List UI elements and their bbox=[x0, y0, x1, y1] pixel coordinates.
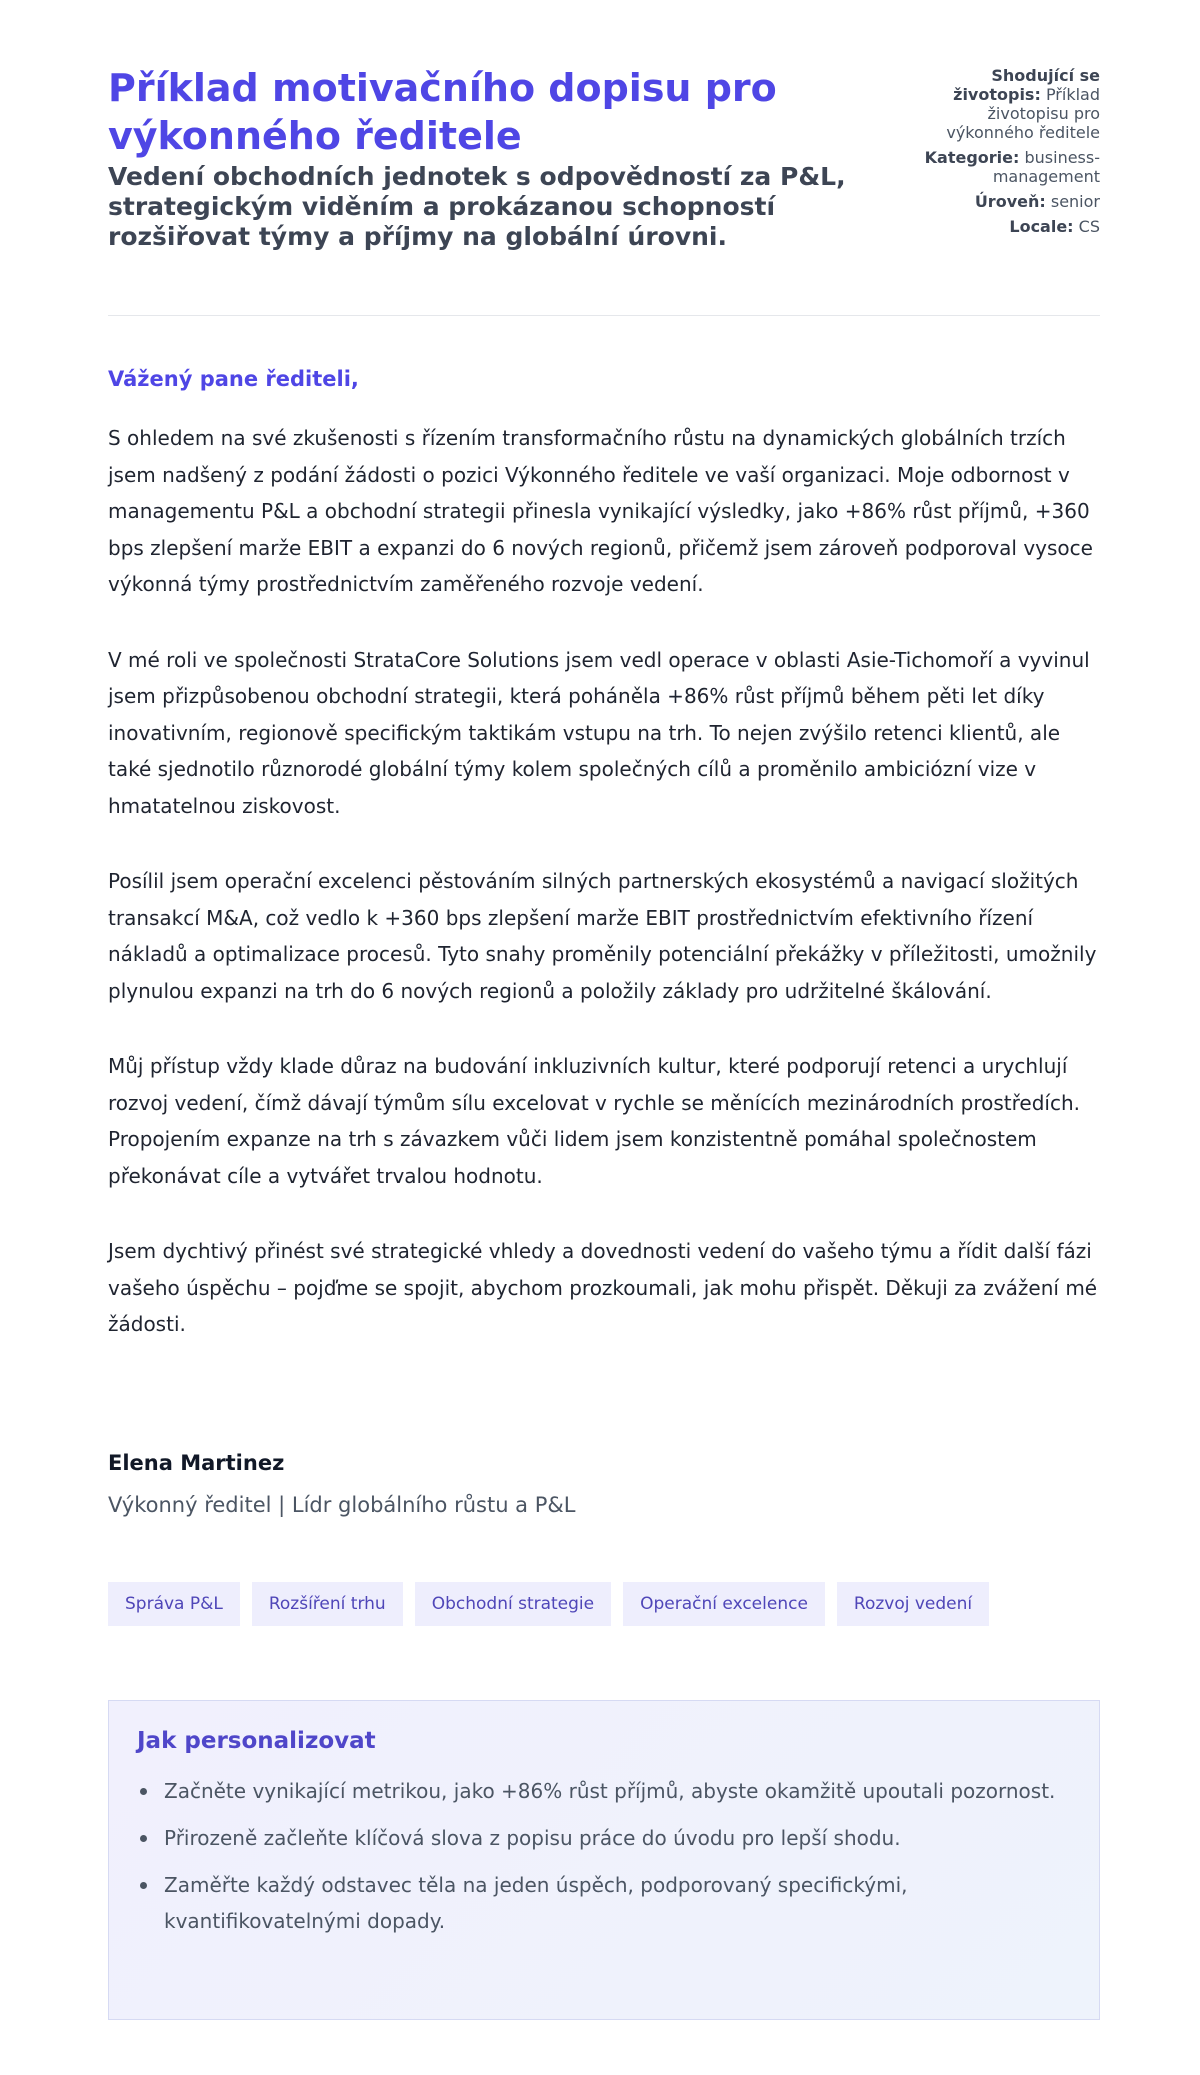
letter-body bbox=[108, 420, 1100, 1382]
matching-resume-link[interactable]: Příklad životopisu pro výkonného ředitele bbox=[946, 85, 1100, 142]
skill-tag[interactable]: Operační excelence bbox=[623, 1582, 825, 1626]
meta-label: Kategorie: bbox=[924, 148, 1020, 167]
meta-label: Úroveň: bbox=[974, 192, 1046, 211]
meta-locale bbox=[900, 217, 1100, 236]
signer-name: Elena Martinez bbox=[108, 1451, 285, 1475]
tips-list-item: Zaměřte každý odstavec těla na jeden úspěch, podporovaný specifickými, kvantifikovatelnými dopady. bbox=[137, 1867, 1071, 1939]
meta-value: senior bbox=[1050, 192, 1100, 211]
skill-tags bbox=[108, 1582, 989, 1626]
tips-list-item: Přirozeně začleňte klíčová slova z popisu práce do úvodu pro lepší shodu. bbox=[137, 1820, 1071, 1856]
meta-level bbox=[900, 192, 1100, 211]
letter-paragraph: S ohledem na své zkušenosti s řízením transformačního růstu na dynamických globálních trzích jsem nadšený z podání žádosti o pozici Výkonného ředitele ve vaší organizaci. Moje odbornost v managementu P&L a obchodní strategii přinesla vynikající výsledky, jako +86% růst příjmů, +360 bps zlepšení marže EBIT a expanzi do 6 nových regionů, přičemž jsem zároveň podporoval vysoce výkonná týmy prostřednictvím zaměřeného rozvoje vedení. bbox=[108, 426, 1093, 596]
meta-value: business-management bbox=[992, 148, 1100, 186]
tips-list bbox=[137, 1773, 1071, 1939]
signer-title: Výkonný ředitel | Lídr globálního růstu a P&L bbox=[108, 1493, 576, 1517]
letter-paragraph: V mé roli ve společnosti StrataCore Solutions jsem vedl operace v oblasti Asie-Tichomoří a vyvinul jsem přizpůsobenou obchodní strategii, která poháněla +86% růst příjmů během pěti let díky inovativním, regionově specifickým taktikám vstupu na trh. To nejen zvýšilo retenci klientů, ale také sjednotilo různorodé globální týmy kolem společných cílů a proměnilo ambiciózní vize v hmatatelnou ziskovost. bbox=[108, 647, 1090, 818]
cover-letter-page bbox=[108, 0, 1100, 1933]
skill-tag[interactable]: Rozšíření trhu bbox=[252, 1582, 403, 1626]
letter-paragraph: Můj přístup vždy klade důraz na budování inkluzivních kultur, které podporují retenci a urychlují rozvoj vedení, čímž dávají týmům sílu excelovat v rychle se měnících mezinárodních prostředích. Propojením expanze na trh s závazkem vůči lidem jsem konzistentně pomáhal společnostem překonávat cíle a vytvářet trvalou hodnotu. bbox=[108, 1054, 1080, 1188]
letter-paragraph: Posílil jsem operační excelenci pěstováním silných partnerských ekosystémů a navigací složitých transakcí M&A, což vedlo k +360 bps zlepšení marže EBIT prostřednictvím efektivního řízení nákladů a optimalizace procesů. Tyto snahy proměnily potenciální překážky v příležitosti, umožnily plynulou expanzi na trh do 6 nových regionů a položily základy pro udržitelné škálování. bbox=[108, 869, 1097, 1003]
skill-tag[interactable]: Správa P&L bbox=[108, 1582, 240, 1626]
meta-matching-resume bbox=[900, 66, 1100, 142]
letter-paragraph: Jsem dychtivý přinést své strategické vhledy a dovednosti vedení do vašeho týmu a řídit další fázi vašeho úspěchu – pojďme se spojit, abychom prozkoumali, jak mohu přispět. Děkuji za zvážení mé žádosti. bbox=[108, 1239, 1098, 1336]
tips-title: Jak personalizovat bbox=[137, 1728, 376, 1754]
meta-label: Shodující se životopis: bbox=[953, 66, 1100, 104]
page-title: Příklad motivačního dopisu pro výkonného ředitele bbox=[108, 66, 777, 158]
page-header bbox=[108, 0, 1100, 316]
skill-tag[interactable]: Obchodní strategie bbox=[415, 1582, 611, 1626]
personalize-tips-box bbox=[108, 1700, 1100, 2020]
meta-panel bbox=[900, 66, 1100, 242]
meta-category bbox=[900, 148, 1100, 186]
title-block bbox=[108, 64, 848, 252]
tips-list-item: Začněte vynikající metrikou, jako +86% růst příjmů, abyste okamžitě upoutali pozornost. bbox=[137, 1773, 1071, 1809]
letter-greeting: Vážený pane řediteli, bbox=[108, 367, 359, 391]
page-subtitle: Vedení obchodních jednotek s odpovědností za P&L, strategickým viděním a prokázanou schopností rozšiřovat týmy a příjmy na globální úrovni. bbox=[108, 162, 846, 251]
meta-value: CS bbox=[1078, 217, 1100, 236]
skill-tag[interactable]: Rozvoj vedení bbox=[837, 1582, 989, 1626]
meta-label: Locale: bbox=[1009, 217, 1074, 236]
